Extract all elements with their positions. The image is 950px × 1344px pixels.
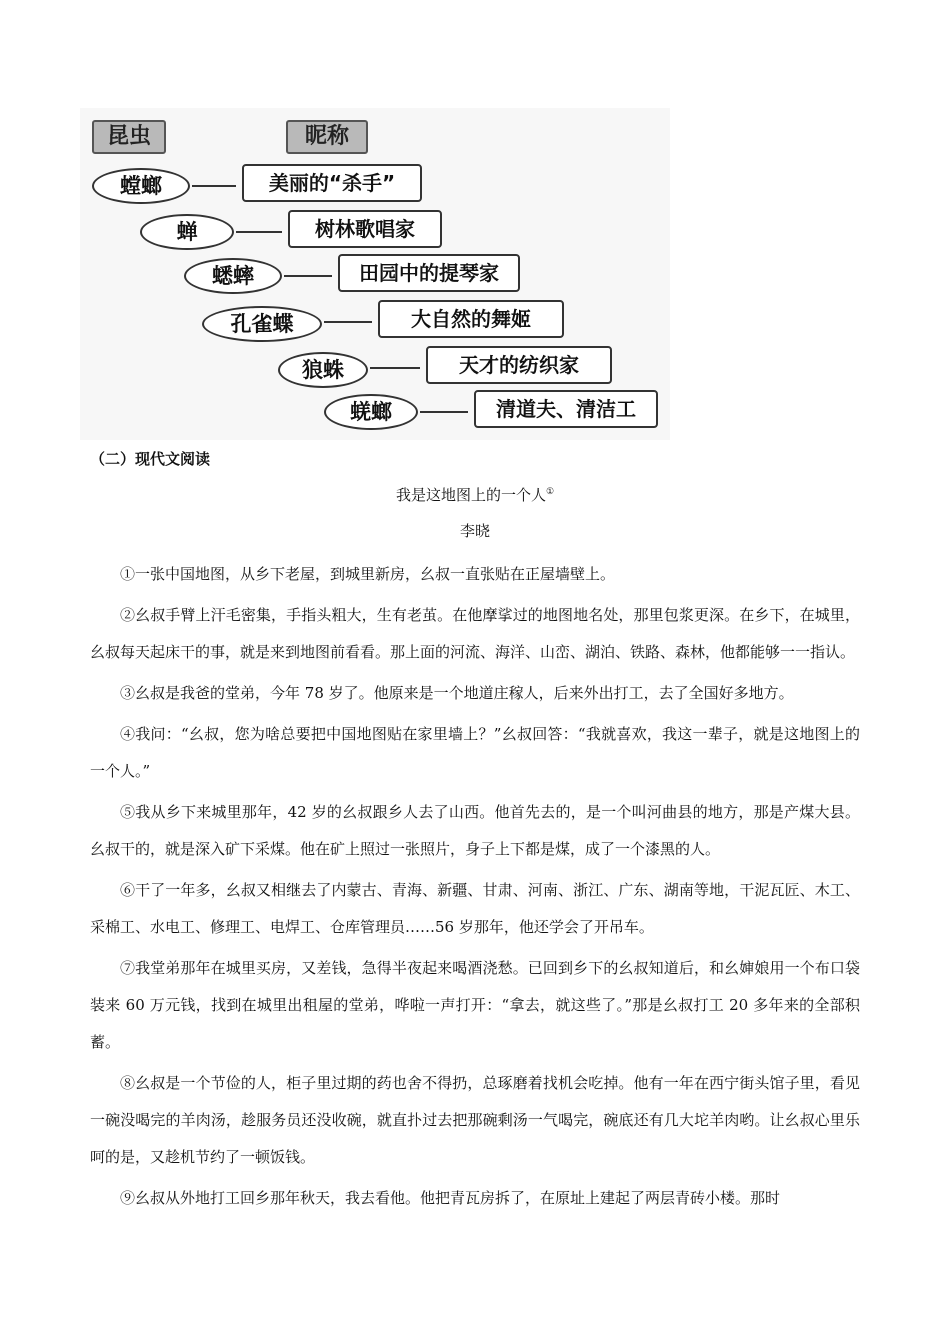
insect-oval: 孔雀蝶 [202,306,322,342]
insect-oval: 蝉 [140,214,234,250]
paragraph: ⑥干了一年多，幺叔又相继去了内蒙古、青海、新疆、甘肃、河南、浙江、广东、湖南等地，干泥瓦匠、木工、采棉工、水电工、修理工、电焊工、仓库管理员……56 岁那年，他还学会了开吊车。 [90,881,860,936]
paragraph: ⑦我堂弟那年在城里买房，又差钱，急得半夜起来喝酒浇愁。已回到乡下的幺叔知道后，和幺婶娘用一个布口袋装来 60 万元钱，找到在城里出租屋的堂弟，哗啦一声打开：“拿去，就这些了。”那是幺叔打工 20 多年来的全部积蓄。 [90,959,860,1051]
nickname-box: 美丽的“杀手” [242,164,422,202]
insect-oval: 狼蛛 [278,352,368,388]
paragraph: ⑤我从乡下来城里那年，42 岁的幺叔跟乡人去了山西。他首先去的，是一个叫河曲县的地方，那是产煤大县。幺叔干的，就是深入矿下采煤。他在矿上照过一张照片，身子上下都是煤，成了一个漆黑的人。 [90,803,860,858]
paragraph: ①一张中国地图，从乡下老屋，到城里新房，幺叔一直张贴在正屋墙壁上。 [120,565,616,583]
article-title-text: 我是这地图上的一个人 [395,486,546,504]
nickname-box: 天才的纺织家 [426,346,612,384]
connector-line [324,321,372,323]
nickname-box: 树林歌唱家 [288,210,442,248]
footnote-mark: ① [545,487,555,497]
insect-oval: 蜣螂 [324,394,418,430]
paragraph: ③幺叔是我爸的堂弟，今年 78 岁了。他原来是一个地道庄稼人，后来外出打工，去了全国好多地方。 [120,684,794,702]
nickname-box: 清道夫、清洁工 [474,390,658,428]
connector-line [370,367,420,369]
connector-line [192,185,236,187]
header-nickname: 昵称 [286,120,368,154]
connector-line [284,275,332,277]
nickname-box: 大自然的舞姬 [378,300,564,338]
paragraph: ⑧幺叔是一个节俭的人，柜子里过期的药也舍不得扔，总琢磨着找机会吃掉。他有一年在西宁街头馆子里，看见一碗没喝完的羊肉汤，趁服务员还没收碗，就直扑过去把那碗剩汤一气喝完，碗底还有几大坨羊肉哟。让幺叔心里乐呵的是，又趁机节约了一顿饭钱。 [90,1074,860,1166]
connector-line [420,411,468,413]
insect-nickname-diagram [80,108,670,440]
header-insect: 昆虫 [92,120,166,154]
insect-oval: 螳螂 [92,168,190,204]
paragraph: ④我问：“幺叔，您为啥总要把中国地图贴在家里墙上？”幺叔回答：“我就喜欢，我这一辈子，就是这地图上的一个人。” [90,725,860,780]
insect-oval: 蟋蟀 [184,258,282,294]
paragraph: ②幺叔手臂上汗毛密集，手指头粗大，生有老茧。在他摩挲过的地图地名处，那里包浆更深。在乡下，在城里，幺叔每天起床干的事，就是来到地图前看看。那上面的河流、海洋、山峦、湖泊、铁路、森林，他都能够一一指认。 [90,606,860,661]
section-heading: （二）现代文阅读 [90,450,211,468]
nickname-box: 田园中的提琴家 [338,254,520,292]
article-body [90,556,860,1221]
article-title [0,484,950,505]
article-author: 李晓 [459,522,490,540]
connector-line [236,231,282,233]
paragraph: ⑨幺叔从外地打工回乡那年秋天，我去看他。他把青瓦房拆了，在原址上建起了两层青砖小楼。那时 [120,1189,781,1207]
